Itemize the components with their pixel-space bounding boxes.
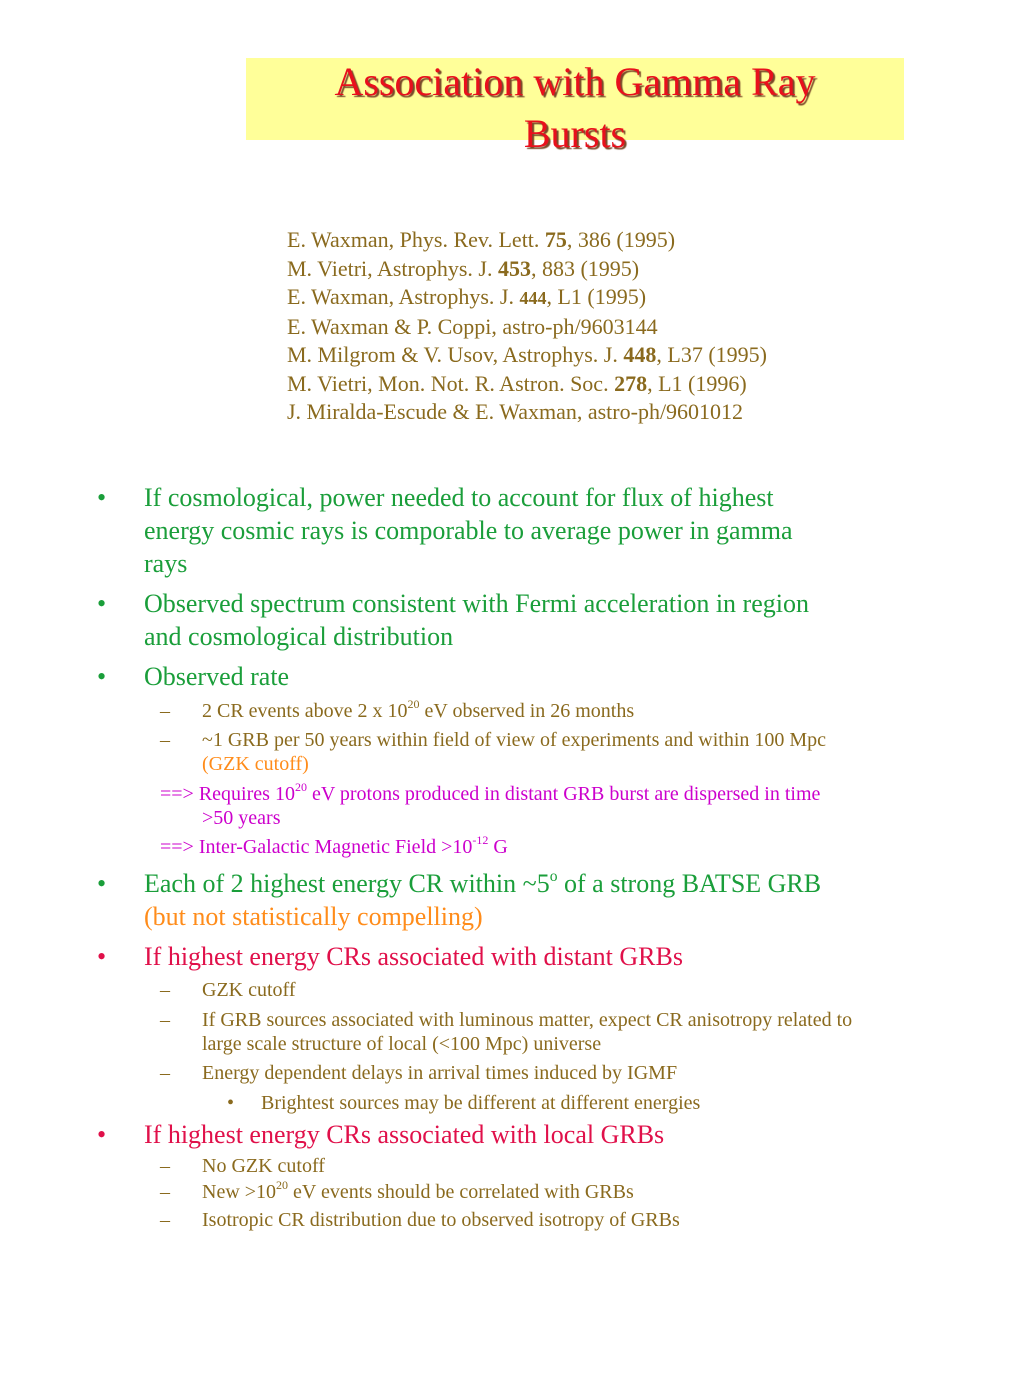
sub-item-text: Isotropic CR distribution due to observed isotropy of GRBs: [202, 1209, 680, 1231]
reference-item: M. Vietri, Astrophys. J. 453, 883 (1995): [287, 255, 640, 281]
sub-item-text: large scale structure of local (<100 Mpc) universe: [202, 1033, 602, 1055]
bullet-text-line: If cosmological, power needed to account for flux of highest: [144, 483, 774, 512]
sub-item-text: ~1 GRB per 50 years within field of view of experiments and within 100 Mpc: [202, 729, 827, 751]
bullet-text-line: If highest energy CRs associated with distant GRBs: [144, 942, 683, 971]
sub-item-text: GZK cutoff: [202, 979, 296, 1001]
bullet-text-line: rays: [144, 549, 188, 578]
reference-item: J. Miralda-Escude & E. Waxman, astro-ph/9601012: [287, 399, 744, 424]
dash-marker: –: [160, 1009, 170, 1031]
sub-item-text: 2 CR events above 2 x $10^{20}$ eV observed in 26 months: [202, 697, 635, 722]
reference-item: E. Waxman, Phys. Rev. Lett. 75, 386 (1995): [287, 227, 676, 252]
dash-marker: –: [160, 1181, 170, 1203]
sub-item-text: Energy dependent delays in arrival times induced by IGMF: [202, 1062, 678, 1084]
dash-marker: –: [160, 1062, 170, 1084]
sub-item-text: (GZK cutoff): [202, 753, 309, 775]
reference-item: M. Milgrom & V. Usov, Astrophys. J. 448, L37 (1995): [287, 342, 767, 367]
title-line-2: Bursts: [523, 111, 627, 156]
dash-marker: –: [160, 979, 170, 1001]
sub-item-text: New $>10^{20}$ eV events should be correlated with GRBs: [202, 1178, 634, 1203]
bullet-text-line: Observed spectrum consistent with Fermi acceleration in region: [144, 589, 809, 618]
bullet-text-line: Each of 2 highest energy CR within ~5$^o$ of a strong BATSE GRB: [144, 867, 822, 898]
reference-item: E. Waxman, Astrophys. J. 444, L1 (1995): [287, 284, 647, 309]
slide-title: [246, 56, 904, 160]
bullet-marker: •: [97, 589, 107, 618]
bullet-text-line: and cosmological distribution: [144, 622, 454, 651]
bullet-marker: •: [227, 1092, 235, 1114]
bullet-text-line: energy cosmic rays is comporable to average power in gamma: [144, 516, 793, 545]
bullet-marker: •: [97, 1120, 107, 1149]
dash-marker: –: [160, 1155, 170, 1177]
sub-item-text: No GZK cutoff: [202, 1155, 325, 1177]
dash-marker: –: [160, 1209, 170, 1231]
implication-text: >50 years: [202, 807, 281, 829]
bullet-text-line: (but not statistically compelling): [144, 902, 483, 931]
bullet-marker: •: [97, 942, 107, 971]
sub-sub-item-text: Brightest sources may be different at different energies: [261, 1092, 701, 1114]
implication-text: ==> Requires $10^{20}$ eV protons produced in distant GRB burst are dispersed in time: [160, 780, 821, 805]
bullet-marker: •: [97, 869, 107, 898]
implication-text: ==> Inter-Galactic Magnetic Field $>10^{-12}$ G: [160, 833, 508, 858]
sub-item-text: If GRB sources associated with luminous matter, expect CR anisotropy related to: [202, 1009, 853, 1031]
dash-marker: –: [160, 700, 170, 722]
title-line-1: Association with Gamma Ray: [334, 59, 816, 104]
dash-marker: –: [160, 729, 170, 751]
bullet-text-line: Observed rate: [144, 662, 290, 691]
bullet-marker: •: [97, 483, 107, 512]
bullet-marker: •: [97, 662, 107, 691]
bullet-text-line: If highest energy CRs associated with local GRBs: [144, 1120, 665, 1149]
reference-item: M. Vietri, Mon. Not. R. Astron. Soc. 278, L1 (1996): [287, 370, 747, 396]
reference-list: [287, 226, 767, 427]
reference-item: E. Waxman & P. Coppi, astro-ph/9603144: [287, 313, 658, 339]
